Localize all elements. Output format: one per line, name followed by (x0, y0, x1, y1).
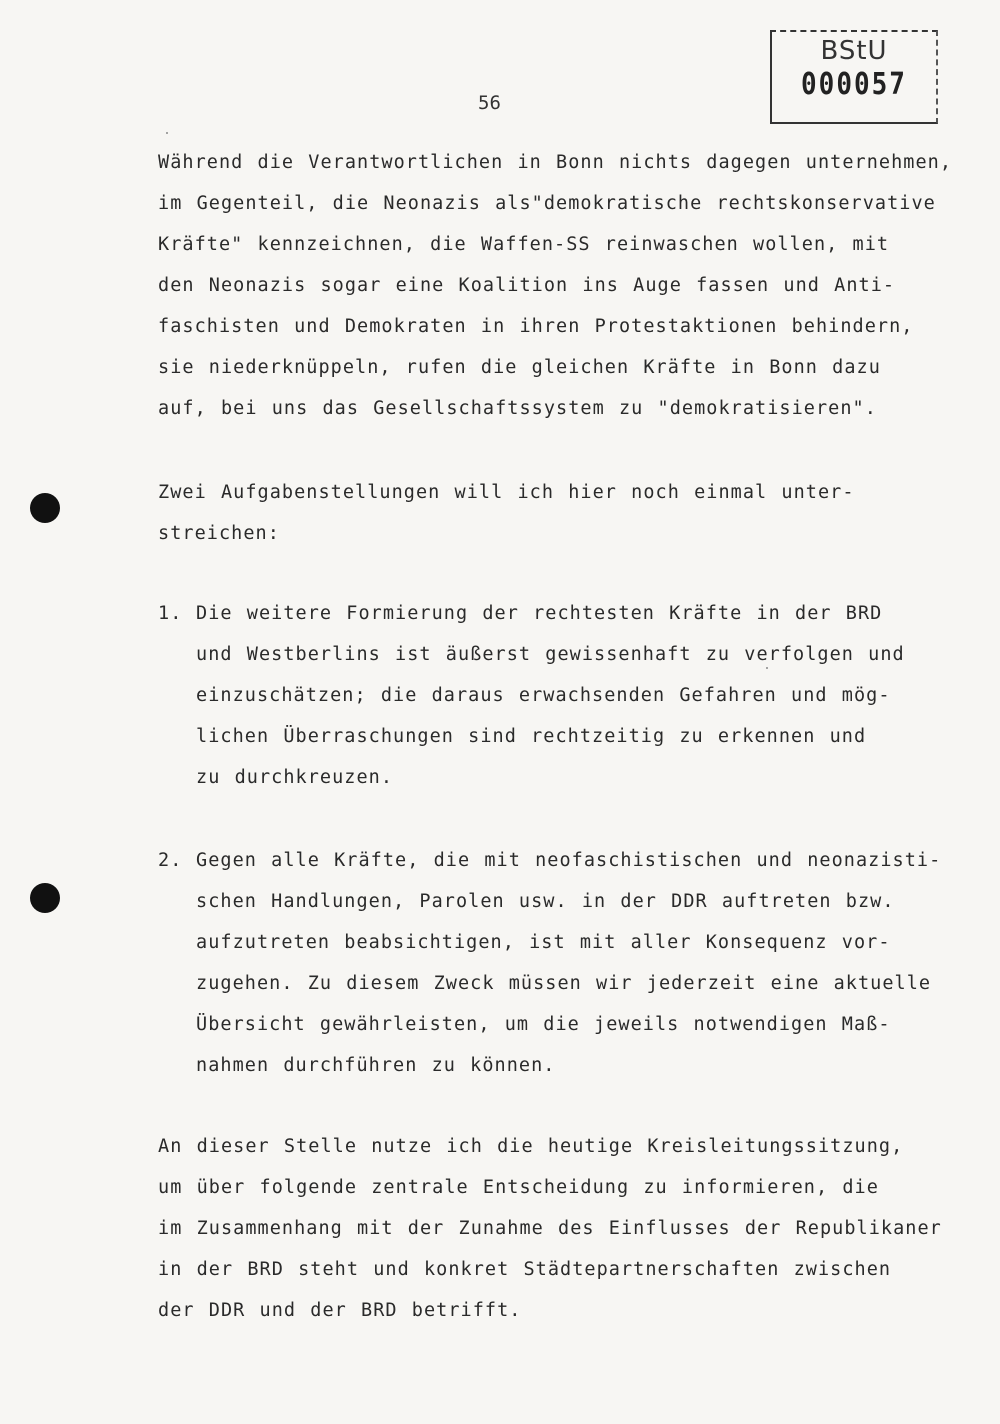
text-line: im Gegenteil, die Neonazis als"demokratische rechtskonservative (158, 193, 936, 214)
stamp-page-number: 000057 (801, 67, 907, 103)
archive-stamp (770, 30, 938, 124)
list-item-text (196, 840, 941, 1086)
text-line: aufzutreten beabsichtigen, ist mit aller Konsequenz vor- (196, 932, 891, 953)
text-line: nahmen durchführen zu können. (196, 1055, 556, 1076)
text-line: im Zusammenhang mit der Zunahme des Einflusses der Republikaner (158, 1218, 942, 1239)
stamp-org-label: BStU (820, 36, 888, 66)
list-item-number: 1. (158, 603, 183, 624)
text-line: streichen: (158, 523, 280, 544)
list-item-text (196, 593, 905, 798)
paragraph-decision (158, 1126, 942, 1331)
text-line: um über folgende zentrale Entscheidung zu informieren, die (158, 1177, 879, 1198)
text-line: zu durchkreuzen. (196, 767, 394, 788)
text-line: auf, bei uns das Gesellschaftssystem zu "demokratisieren". (158, 398, 877, 419)
text-line: An dieser Stelle nutze ich die heutige Kreisleitungssitzung, (158, 1136, 904, 1157)
text-line: Kräfte" kennzeichnen, die Waffen-SS reinwaschen wollen, mit (158, 234, 890, 255)
text-line: zugehen. Zu diesem Zweck müssen wir jederzeit eine aktuelle (196, 973, 932, 994)
text-line: Zwei Aufgabenstellungen will ich hier noch einmal unter- (158, 482, 855, 503)
text-line: Während die Verantwortlichen in Bonn nichts dagegen unternehmen, (158, 152, 953, 173)
text-line: Übersicht gewährleisten, um die jeweils notwendigen Maß- (196, 1014, 891, 1035)
paragraph-tasks-intro (158, 472, 855, 554)
text-line: den Neonazis sogar eine Koalition ins Auge fassen und Anti- (158, 275, 896, 296)
text-line: faschisten und Demokraten in ihren Protestaktionen behindern, (158, 316, 914, 337)
punch-hole-bottom (30, 883, 60, 913)
punch-hole-top (30, 493, 60, 523)
text-line: lichen Überraschungen sind rechtzeitig zu erkennen und (196, 726, 867, 747)
list-item-number: 2. (158, 850, 183, 871)
text-line: Die weitere Formierung der rechtesten Kräfte in der BRD (196, 603, 883, 624)
page-number: 56 (478, 92, 501, 114)
text-line: Gegen alle Kräfte, die mit neofaschistischen und neonazisti- (196, 850, 942, 871)
paragraph-intro (158, 142, 952, 429)
text-line: schen Handlungen, Parolen usw. in der DDR auftreten bzw. (196, 891, 895, 912)
text-line: und Westberlins ist äußerst gewissenhaft zu verfolgen und (196, 644, 905, 665)
text-line: einzuschätzen; die daraus erwachsenden Gefahren und mög- (196, 685, 891, 706)
text-line: der DDR und der BRD betrifft. (158, 1300, 522, 1321)
paper-speck (166, 132, 168, 134)
text-line: sie niederknüppeln, rufen die gleichen Kräfte in Bonn dazu (158, 357, 881, 378)
text-line: in der BRD steht und konkret Städtepartnerschaften zwischen (158, 1259, 892, 1280)
